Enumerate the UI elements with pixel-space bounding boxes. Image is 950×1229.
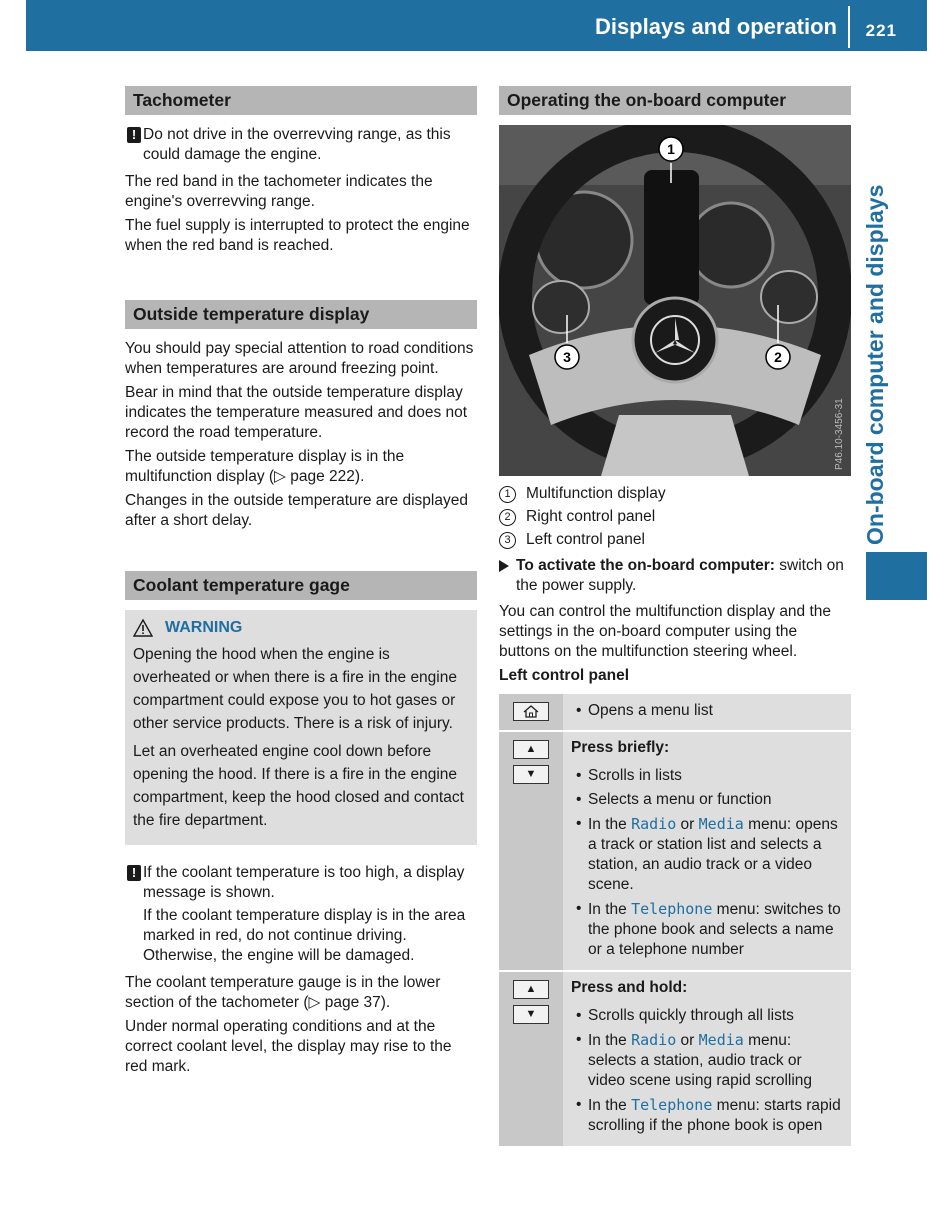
menu-name-media: Media xyxy=(698,815,744,833)
side-tab-label: On-board computer and displays xyxy=(862,184,888,545)
menu-name-radio: Radio xyxy=(631,815,677,833)
row-title: Press and hold: xyxy=(571,979,688,996)
list-item: • Opens a menu list xyxy=(571,701,843,721)
instruction-bold: To activate the on-board computer: xyxy=(516,557,775,574)
description-cell xyxy=(563,694,851,731)
steering-wheel-image xyxy=(499,125,851,476)
paragraph: You should pay special attention to road conditions when temperatures are around freezing point. xyxy=(125,340,474,377)
callout-number: 2 xyxy=(499,509,516,526)
steering-wheel-illustration xyxy=(499,125,851,476)
callout-number: 3 xyxy=(499,532,516,549)
caution-note xyxy=(125,125,477,165)
paragraph: Changes in the outside temperature are displayed after a short delay. xyxy=(125,492,468,529)
warning-box xyxy=(125,610,477,845)
control-panel-table xyxy=(499,694,851,1146)
instruction-text: switch on the power supply. xyxy=(516,557,844,594)
up-arrow-key-icon: ▲ xyxy=(513,980,549,999)
table-row xyxy=(499,731,851,971)
list-item: • In the Telephone menu: starts rapid scrolling if the phone book is open xyxy=(571,1095,843,1136)
description-cell xyxy=(563,971,851,1146)
section-heading-on-board-computer: Operating the on-board computer xyxy=(499,86,851,115)
subheading-left-control-panel: Left control panel xyxy=(499,667,630,684)
svg-text:3: 3 xyxy=(563,349,571,365)
exclamation-icon: ! xyxy=(127,865,141,881)
warning-text: Let an overheated engine cool down before opening the hood. If there is a fire in the engine compartment, keep the hood closed and contact the fire department. xyxy=(133,743,464,829)
side-tab-marker xyxy=(866,552,927,600)
up-arrow-key-icon: ▲ xyxy=(513,740,549,759)
header-bar xyxy=(26,0,927,51)
section-heading-coolant: Coolant temperature gage xyxy=(125,571,477,600)
section-heading-tachometer: Tachometer xyxy=(125,86,477,115)
svg-text:1: 1 xyxy=(667,141,675,157)
paragraph: Under normal operating conditions and at the correct coolant level, the display may rise to the red mark. xyxy=(125,1018,452,1075)
warning-label: WARNING xyxy=(165,619,243,636)
list-item: • In the Telephone menu: switches to the phone book and selects a name or a telephone number xyxy=(571,899,843,960)
down-arrow-key-icon: ▼ xyxy=(513,765,549,784)
legend-item xyxy=(499,507,851,527)
list-item: • In the Radio or Media menu: selects a station, audio track or video scene using rapid scrolling xyxy=(571,1030,843,1091)
callout-1 xyxy=(659,137,683,161)
menu-name-radio: Radio xyxy=(631,1031,677,1049)
note-text: If the coolant temperature display is in the area marked in red, do not continue driving. Otherwise, the engine will be damaged. xyxy=(143,907,466,964)
table-row xyxy=(499,971,851,1146)
header-divider xyxy=(848,6,850,48)
paragraph: The red band in the tachometer indicates the engine's overrevving range. xyxy=(125,173,433,210)
exclamation-icon: ! xyxy=(127,127,141,143)
key-cell xyxy=(499,731,563,971)
legend-text: Multifunction display xyxy=(526,485,666,502)
note-text: Do not drive in the overrevving range, as this could damage the engine. xyxy=(143,126,451,163)
menu-name-media: Media xyxy=(698,1031,744,1049)
legend-text: Left control panel xyxy=(526,531,645,548)
left-column xyxy=(125,86,477,1081)
list-item: • Scrolls quickly through all lists xyxy=(571,1006,843,1026)
paragraph: The fuel supply is interrupted to protect the engine when the red band is reached. xyxy=(125,217,470,254)
note-text: If the coolant temperature is too high, a display message is shown. xyxy=(143,864,465,901)
warning-heading xyxy=(133,616,469,639)
menu-name-telephone: Telephone xyxy=(631,1096,713,1114)
instruction-step xyxy=(499,556,851,596)
menu-name-telephone: Telephone xyxy=(631,900,713,918)
home-icon xyxy=(513,702,549,721)
down-arrow-key-icon: ▼ xyxy=(513,1005,549,1024)
row-title: Press briefly: xyxy=(571,739,670,756)
paragraph: You can control the multifunction display and the settings in the on-board computer using the buttons on the multifunction steering wheel. xyxy=(499,603,832,660)
legend-item xyxy=(499,484,851,504)
list-item: • Scrolls in lists xyxy=(571,766,843,786)
paragraph: The coolant temperature gauge is in the lower section of the tachometer (▷ page 37). xyxy=(125,974,441,1011)
key-cell xyxy=(499,694,563,731)
warning-text: Opening the hood when the engine is overheated or when there is a fire in the engine compartment could expose you to hot gases or other service products. There is a risk of injury. xyxy=(133,646,457,732)
paragraph: Bear in mind that the outside temperature display indicates the temperature measured and does not record the road temperature. xyxy=(125,384,468,441)
header-title: Displays and operation xyxy=(594,14,837,39)
legend-item xyxy=(499,530,851,550)
callout-number: 1 xyxy=(499,486,516,503)
key-cell xyxy=(499,971,563,1146)
list-item: • Selects a menu or function xyxy=(571,790,843,810)
description-cell xyxy=(563,731,851,971)
right-column xyxy=(499,86,851,1146)
image-code: P46.10-3456-31 xyxy=(834,398,845,470)
section-heading-outside-temperature: Outside temperature display xyxy=(125,300,477,329)
page-number: 221 xyxy=(865,21,897,40)
callout-3 xyxy=(555,345,579,369)
caution-note xyxy=(125,863,477,966)
table-row xyxy=(499,694,851,731)
warning-triangle-icon xyxy=(133,619,153,637)
action-arrow-icon xyxy=(499,560,509,572)
svg-text:2: 2 xyxy=(774,349,782,365)
paragraph: The outside temperature display is in the multifunction display (▷ page 222). xyxy=(125,448,405,485)
legend-text: Right control panel xyxy=(526,508,656,525)
list-item: • In the Radio or Media menu: opens a track or station list and selects a station, an audio track or a video scene. xyxy=(571,814,843,895)
callout-2 xyxy=(766,345,790,369)
